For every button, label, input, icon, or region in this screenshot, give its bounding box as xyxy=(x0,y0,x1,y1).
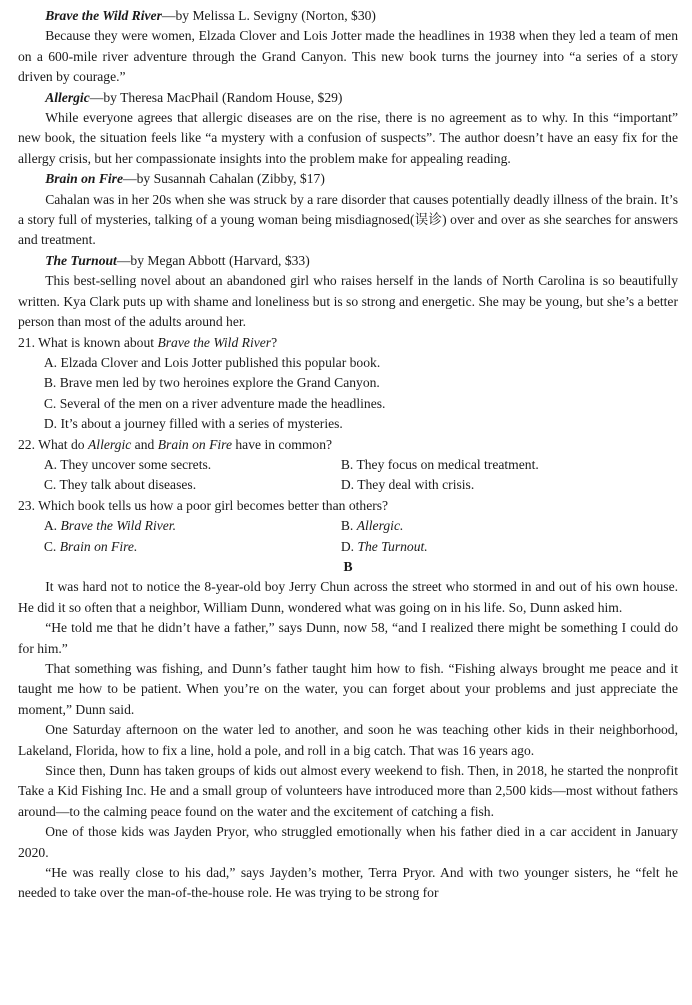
question-book-title: Brave the Wild River xyxy=(157,334,272,350)
review-heading xyxy=(18,6,678,26)
question-23-option-b xyxy=(341,516,404,536)
option-book-title: Brain on Fire. xyxy=(59,538,138,554)
option-letter: D. xyxy=(340,538,358,554)
book-byline: —by Melissa L. Sevigny (Norton, $30) xyxy=(161,8,376,23)
question-text: ? xyxy=(271,334,278,350)
question-21-option-a: A. Elzada Clover and Lois Jotter published this popular book. xyxy=(43,354,381,370)
question-22-option-a: A. They uncover some secrets. xyxy=(43,456,212,472)
section-heading: B xyxy=(343,558,353,574)
passage-paragraph: “He was really close to his dad,” says Jayden’s mother, Terra Pryor. And with two younger sisters, he “felt he needed to take over the man-of-the-house role. He was trying to be strong for xyxy=(18,865,678,901)
passage-paragraph: One of those kids was Jayden Pryor, who struggled emotionally when his father died in a car accident in January 2020. xyxy=(18,824,678,860)
option-letter: B. xyxy=(340,518,357,534)
review-body: Cahalan was in her 20s when she was struck by a rare disorder that causes potentially deadly illness of the brain. It’s a story full of mysteries, talking of a young woman being misdiagnosed(误诊) over and over as she searches for answers and treatment. xyxy=(18,191,678,248)
option-book-title: The Turnout. xyxy=(357,538,428,554)
question-22-option-c: C. They talk about diseases. xyxy=(43,477,197,493)
question-22-option-d: D. They deal with crisis. xyxy=(340,477,475,493)
question-22-options-row xyxy=(18,455,678,475)
review-body: While everyone agrees that allergic diseases are on the rise, there is no agreement as to why. In this “important” new book, the situation feels like “a mystery with a confusion of suspects”. The author doesn’t have an easy fix for the allergy crisis, but her compassionate insights into the problem make for appealing reading. xyxy=(18,110,678,166)
book-title: Brain on Fire xyxy=(45,171,123,187)
passage-paragraph: “He told me that he didn’t have a father,” says Dunn, now 58, “and I realized there might be something I could do for him.” xyxy=(18,620,678,656)
question-23-stem: 23. Which book tells us how a poor girl becomes better than others? xyxy=(18,497,389,513)
question-21-option-b: B. Brave men led by two heroines explore the Grand Canyon. xyxy=(43,375,380,391)
book-byline: —by Theresa MacPhail (Random House, $29) xyxy=(89,89,343,105)
question-text: and xyxy=(131,436,158,452)
question-text: 21. What is known about xyxy=(18,334,158,350)
review-body: This best-selling novel about an abandoned girl who raises herself in the lands of North Carolina is so beautifully written. Kya Clark puts up with shame and loneliness but is so strong and energetic. She may be young, but she’s a better person than most of the adults around her. xyxy=(18,273,678,330)
question-23-option-c xyxy=(44,537,341,557)
question-22-stem xyxy=(18,435,678,455)
question-23-option-a xyxy=(44,516,341,536)
question-21-option-c: C. Several of the men on a river adventure made the headlines. xyxy=(43,395,386,411)
question-23-options-row xyxy=(18,516,678,536)
review-heading xyxy=(18,88,678,108)
option-book-title: Allergic. xyxy=(356,518,404,534)
book-title: Brave the Wild River xyxy=(45,8,162,23)
review-heading xyxy=(18,169,678,189)
book-byline: —by Susannah Cahalan (Zibby, $17) xyxy=(123,171,325,187)
option-book-title: Brave the Wild River. xyxy=(60,518,176,534)
passage-paragraph: It was hard not to notice the 8-year-old boy Jerry Chun across the street who stormed in and out of his own house. He did it so often that a neighbor, William Dunn, wondered what was going on in his life. So, Dunn asked him. xyxy=(18,579,678,615)
review-heading xyxy=(18,251,678,271)
question-text: 22. What do xyxy=(18,436,88,452)
question-21-stem xyxy=(18,333,678,353)
book-title: Allergic xyxy=(45,89,90,105)
question-book-title: Brain on Fire xyxy=(157,436,232,452)
review-body: Because they were women, Elzada Clover and Lois Jotter made the headlines in 1938 when they led a team of men on a 600-mile river adventure through the Grand Canyon. This new book turns the journey into “a series of a story driven by courage.” xyxy=(18,28,678,85)
option-letter: C. xyxy=(43,538,60,554)
question-text: have in common? xyxy=(231,436,333,452)
question-21-option-d: D. It’s about a journey filled with a series of mysteries. xyxy=(43,416,343,432)
question-22-options-row xyxy=(18,475,678,495)
question-23-option-d xyxy=(341,537,428,557)
question-22-option-b: B. They focus on medical treatment. xyxy=(340,456,539,472)
question-23-options-row xyxy=(18,537,678,557)
book-byline: —by Megan Abbott (Harvard, $33) xyxy=(116,252,310,268)
passage-paragraph: Since then, Dunn has taken groups of kids out almost every weekend to fish. Then, in 2018, he started the nonprofit Take a Kid Fishing Inc. He and a small group of volunteers have introduced more than 2,500 kids—most without fathers around—to the calming peace found on the water and the excitement of catching a fish. xyxy=(18,763,678,819)
question-book-title: Allergic xyxy=(87,436,132,452)
passage-paragraph: That something was fishing, and Dunn’s father taught him how to fish. “Fishing always brought me peace and it taught me how to be patient. When you’re on the water, you can forget about your problems and just appreciate the moment,” Dunn said. xyxy=(18,661,678,717)
option-letter: A. xyxy=(43,518,61,534)
passage-paragraph: One Saturday afternoon on the water led to another, and soon he was teaching other kids in their neighborhood, Lakeland, Florida, how to fix a line, hold a pole, and roll in a big catch. That was 16 years ago. xyxy=(18,722,678,758)
book-title: The Turnout xyxy=(45,252,117,268)
